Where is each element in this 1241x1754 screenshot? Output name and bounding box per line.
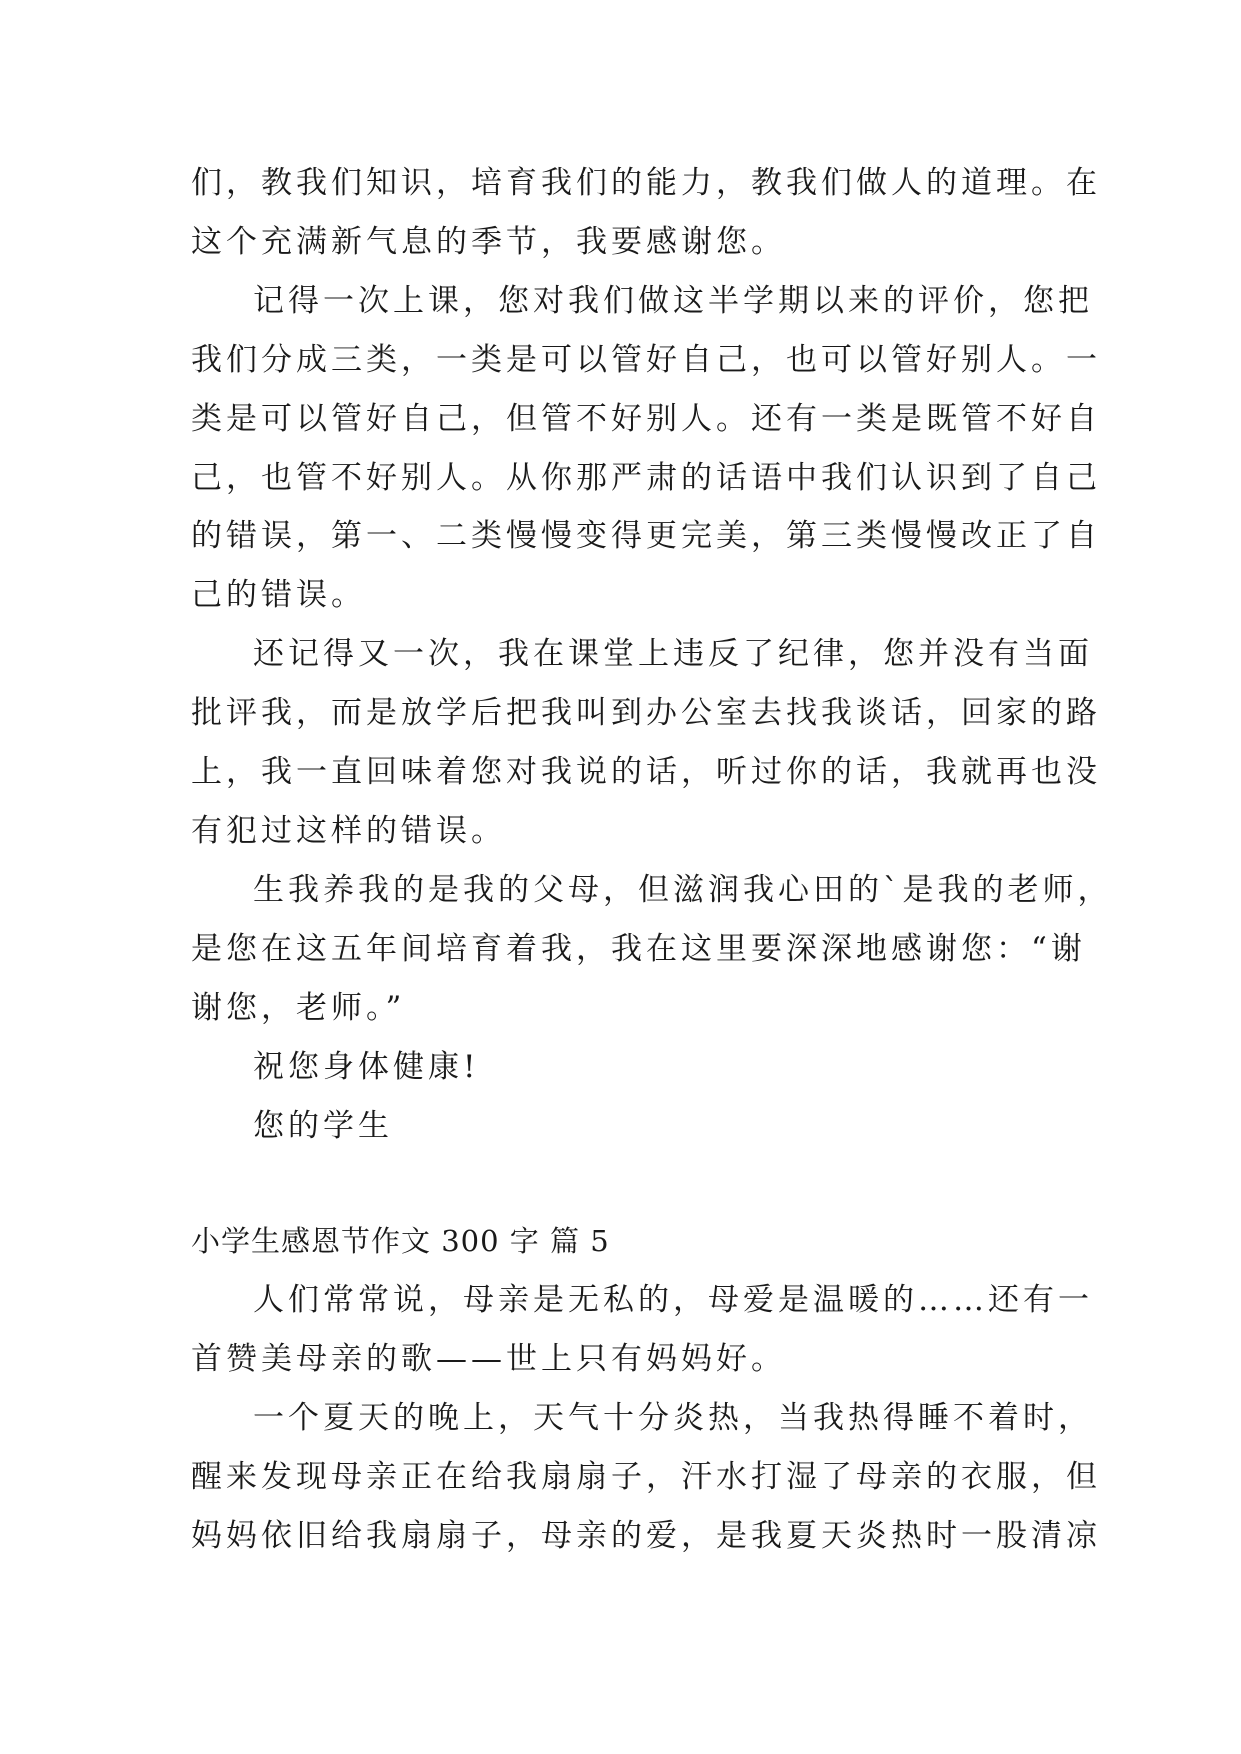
text-line: 们，教我们知识，培育我们的能力，教我们做人的道理。在 [191, 165, 1101, 201]
text-line: 类是可以管好自己，但管不好别人。还有一类是既管不好自 [191, 401, 1101, 437]
text-line: 醒来发现母亲正在给我扇扇子，汗水打湿了母亲的衣服，但 [191, 1459, 1101, 1495]
text-line: 一个夏天的晚上，天气十分炎热，当我热得睡不着时， [253, 1400, 1093, 1436]
text-line: 的错误，第一、二类慢慢变得更完美，第三类慢慢改正了自 [191, 518, 1101, 554]
text-line: 己，也管不好别人。从你那严肃的话语中我们认识到了自己 [191, 460, 1101, 496]
text-line: 妈妈依旧给我扇扇子，母亲的爱，是我夏天炎热时一股清凉 [191, 1518, 1101, 1554]
text-line: 己的错误。 [191, 577, 366, 613]
section-title: 小学生感恩节作文 300 字 篇 5 [191, 1224, 610, 1258]
text-line: 首赞美母亲的歌——世上只有妈妈好。 [191, 1341, 786, 1377]
text-line: 批评我，而是放学后把我叫到办公室去找我谈话，回家的路 [191, 695, 1101, 731]
text-line: 生我养我的是我的父母，但滋润我心田的`是我的老师， [253, 872, 1113, 908]
text-line: 谢您，老师。” [191, 990, 406, 1026]
text-line: 这个充满新气息的季节，我要感谢您。 [191, 224, 786, 260]
text-line: 有犯过这样的错误。 [191, 813, 506, 849]
text-line: 记得一次上课，您对我们做这半学期以来的评价，您把 [253, 283, 1093, 319]
text-line: 还记得又一次，我在课堂上违反了纪律，您并没有当面 [253, 636, 1093, 672]
closing-wish: 祝您身体健康! [253, 1049, 480, 1085]
text-line: 上，我一直回味着您对我说的话，听过你的话，我就再也没 [191, 754, 1101, 790]
signature: 您的学生 [253, 1108, 393, 1144]
text-line: 是您在这五年间培育着我，我在这里要深深地感谢您：“谢 [191, 931, 1086, 967]
text-line: 我们分成三类，一类是可以管好自己，也可以管好别人。一 [191, 342, 1101, 378]
text-line: 人们常常说，母亲是无私的，母爱是温暖的……还有一 [253, 1282, 1093, 1318]
